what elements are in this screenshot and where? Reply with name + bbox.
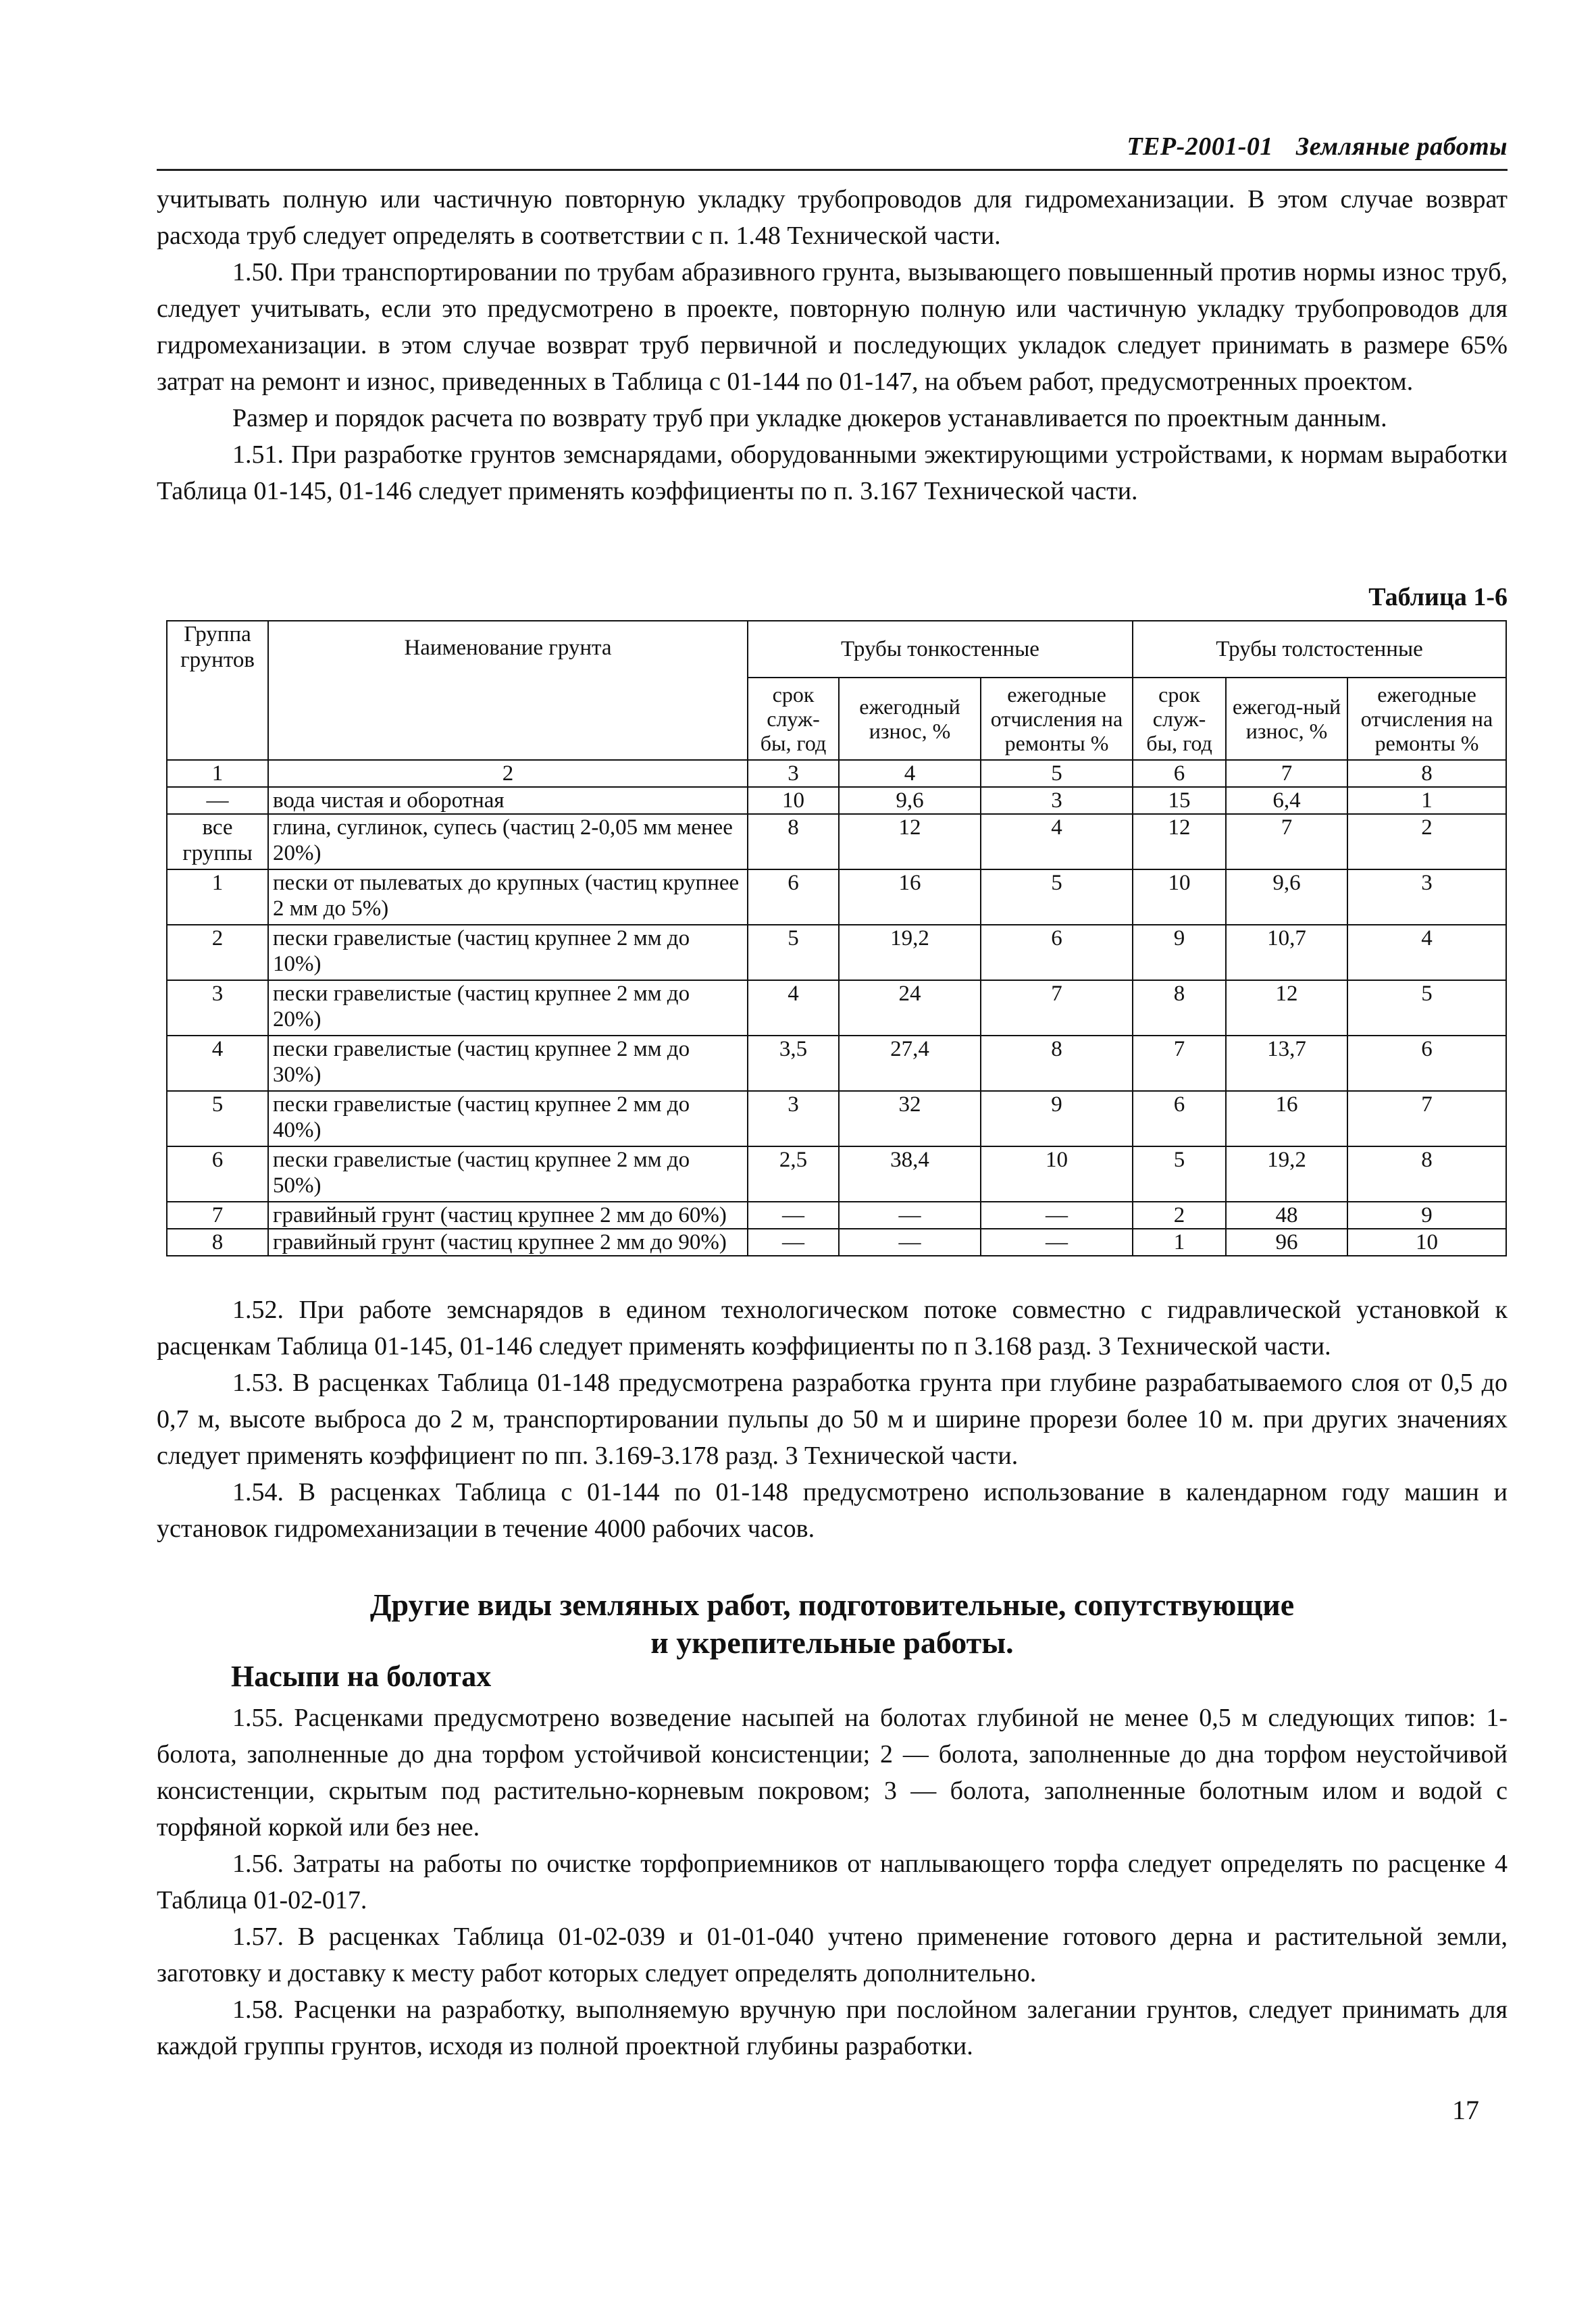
cell-group: 2 — [167, 925, 268, 980]
cell-value: 6 — [748, 869, 839, 925]
paragraph: 1.51. При разработке грунтов земснарядами, оборудованными эжектирующими устройствами, к нормам выработки Таблица 01-145, 01-146 следует применять коэффициенты по п. 3.167 Технической части. — [157, 440, 1508, 505]
cell-value: 9 — [981, 1091, 1133, 1146]
header-code: ТЕР-2001-01 — [1127, 132, 1273, 161]
cell-value: 12 — [1226, 980, 1347, 1036]
cell-group: все группы — [167, 814, 268, 869]
table-title: Таблица 1-6 — [1368, 583, 1508, 611]
table-row — [167, 869, 1506, 925]
section-title-line: Другие виды земляных работ, подготовительные, сопутствующие — [369, 1587, 1295, 1622]
cell-value: 3,5 — [748, 1036, 839, 1091]
cell-value: 9,6 — [1226, 869, 1347, 925]
column-number: 8 — [1347, 760, 1506, 787]
cell-group: 6 — [167, 1146, 268, 1202]
cell-value: 38,4 — [839, 1146, 981, 1202]
text-block-middle — [157, 1292, 1508, 1547]
cell-value: 6 — [1347, 1036, 1506, 1091]
header-group: Группа грунтов — [167, 621, 268, 760]
paragraph: учитывать полную или частичную повторную укладку трубопроводов для гидромеханизации. В этом случае возврат расхода труб следует определять в соответствии с п. 1.48 Технической части. — [157, 185, 1508, 250]
table-row — [167, 814, 1506, 869]
header-thick-repair: ежегодные отчисления на ремонты % — [1347, 678, 1506, 760]
paragraph: Размер и порядок расчета по возврату труб при укладке дюкеров устанавливается по проектным данным. — [232, 404, 1387, 432]
header-thin-repair: ежегодные отчисления на ремонты % — [981, 678, 1133, 760]
cell-group: 1 — [167, 869, 268, 925]
table-row — [167, 1146, 1506, 1202]
cell-value: 96 — [1226, 1229, 1347, 1256]
column-number: 5 — [981, 760, 1133, 787]
cell-soil-name: гравийный грунт (частиц крупнее 2 мм до 60%) — [268, 1202, 748, 1229]
paragraph: 1.57. В расценках Таблица 01-02-039 и 01-01-040 учтено применение готового дерна и растительной земли, заготовку и доставку к месту работ которых следует определять дополнительно. — [157, 1923, 1508, 1987]
paragraph: 1.55. Расценками предусмотрено возведение насыпей на болотах глубиной не менее 0,5 м следующих типов: 1- болота, заполненные до дна торфом устойчивой консистенции; 2 — болота, заполненные до дна торфом неустойчивой консистенции, скрытым под растительно-корневым покровом; 3 — болота, заполненные болотным илом и водой с торфяной коркой или без нее. — [157, 1704, 1508, 1841]
cell-value: 6 — [1133, 1091, 1226, 1146]
running-header — [157, 132, 1508, 161]
column-number: 6 — [1133, 760, 1226, 787]
cell-value: 4 — [748, 980, 839, 1036]
cell-value: 27,4 — [839, 1036, 981, 1091]
cell-value: 24 — [839, 980, 981, 1036]
cell-value: 5 — [981, 869, 1133, 925]
cell-value: 10 — [1133, 869, 1226, 925]
cell-group: 5 — [167, 1091, 268, 1146]
cell-value: 5 — [748, 925, 839, 980]
header-rule — [157, 169, 1508, 171]
subsection-title: Насыпи на болотах — [231, 1660, 492, 1693]
cell-value: 2 — [1347, 814, 1506, 869]
cell-value: 10,7 — [1226, 925, 1347, 980]
cell-value: 1 — [1133, 1229, 1226, 1256]
cell-value: 9,6 — [839, 787, 981, 814]
cell-soil-name: вода чистая и оборотная — [268, 787, 748, 814]
cell-value: 6 — [981, 925, 1133, 980]
cell-value: — — [839, 1229, 981, 1256]
cell-soil-name: пески гравелистые (частиц крупнее 2 мм до 20%) — [268, 980, 748, 1036]
header-thick-life: срок служ-бы, год — [1133, 678, 1226, 760]
cell-value: 8 — [1347, 1146, 1506, 1202]
text-block-top — [157, 181, 1508, 509]
cell-soil-name: пески гравелистые (частиц крупнее 2 мм до 40%) — [268, 1091, 748, 1146]
cell-value: 3 — [748, 1091, 839, 1146]
cell-value: 7 — [1226, 814, 1347, 869]
cell-value: 32 — [839, 1091, 981, 1146]
cell-value: 16 — [839, 869, 981, 925]
header-thick-wear: ежегод-ный износ, % — [1226, 678, 1347, 760]
table-row — [167, 1091, 1506, 1146]
paragraph: 1.56. Затраты на работы по очистке торфоприемников от наплывающего торфа следует определять по расценке 4 Таблица 01-02-017. — [157, 1850, 1508, 1914]
cell-value: — — [839, 1202, 981, 1229]
column-number: 7 — [1226, 760, 1347, 787]
paragraph: 1.53. В расценках Таблица 01-148 предусмотрена разработка грунта при глубине разрабатываемого слоя от 0,5 до 0,7 м, высоте выброса до 2 м, транспортировании пульпы до 50 м и ширине прорези более 10 м. при других значениях следует применять коэффициент по пп. 3.169-3.178 разд. 3 Технической части. — [157, 1369, 1508, 1470]
pipe-wear-table — [166, 620, 1507, 1256]
section-title — [157, 1586, 1508, 1662]
cell-value: — — [748, 1229, 839, 1256]
table-row — [167, 925, 1506, 980]
header-thin-pipes: Трубы тонкостенные — [748, 621, 1133, 678]
cell-value: 8 — [1133, 980, 1226, 1036]
cell-value: 9 — [1133, 925, 1226, 980]
cell-value: — — [748, 1202, 839, 1229]
cell-soil-name: пески гравелистые (частиц крупнее 2 мм до 10%) — [268, 925, 748, 980]
cell-value: 12 — [839, 814, 981, 869]
table-row — [167, 1229, 1506, 1256]
cell-soil-name: глина, суглинок, супесь (частиц 2-0,05 мм менее 20%) — [268, 814, 748, 869]
cell-value: 5 — [1133, 1146, 1226, 1202]
cell-soil-name: пески от пылеватых до крупных (частиц крупнее 2 мм до 5%) — [268, 869, 748, 925]
cell-value: 19,2 — [1226, 1146, 1347, 1202]
cell-value: 8 — [981, 1036, 1133, 1091]
cell-value: 5 — [1347, 980, 1506, 1036]
table-row — [167, 1202, 1506, 1229]
cell-value: 7 — [981, 980, 1133, 1036]
cell-value: — — [981, 1202, 1133, 1229]
paragraph: 1.50. При транспортировании по трубам абразивного грунта, вызывающего повышенный против нормы износ труб, следует учитывать, если это предусмотрено в проекте, повторную полную или частичную укладку трубопроводов для гидромеханизации. в этом случае возврат труб первичной и последующих укладок следует принимать в размере 65% затрат на ремонт и износ, приведенных в Таблица с 01-144 по 01-147, на объем работ, предусмотренных проектом. — [157, 258, 1508, 396]
table-row — [167, 787, 1506, 814]
header-section: Земляные работы — [1295, 132, 1508, 161]
header-name: Наименование грунта — [268, 621, 748, 760]
paragraph: 1.52. При работе земснарядов в едином технологическом потоке совместно с гидравлической установкой к расценкам Таблица 01-145, 01-146 следует применять коэффициенты по п 3.168 разд. 3 Технической части. — [157, 1296, 1508, 1361]
cell-value: 15 — [1133, 787, 1226, 814]
cell-value: 7 — [1347, 1091, 1506, 1146]
cell-value: 10 — [748, 787, 839, 814]
cell-group: — — [167, 787, 268, 814]
header-thin-wear: ежегодный износ, % — [839, 678, 981, 760]
cell-value: 2 — [1133, 1202, 1226, 1229]
cell-value: 7 — [1133, 1036, 1226, 1091]
table-row — [167, 980, 1506, 1036]
cell-value: — — [981, 1229, 1133, 1256]
cell-value: 3 — [1347, 869, 1506, 925]
section-title-line: и укрепительные работы. — [650, 1625, 1014, 1660]
cell-value: 4 — [981, 814, 1133, 869]
cell-value: 10 — [1347, 1229, 1506, 1256]
cell-value: 19,2 — [839, 925, 981, 980]
cell-value: 13,7 — [1226, 1036, 1347, 1091]
cell-soil-name: пески гравелистые (частиц крупнее 2 мм до 50%) — [268, 1146, 748, 1202]
paragraph: 1.58. Расценки на разработку, выполняемую вручную при послойном залегании грунтов, следует принимать для каждой группы грунтов, исходя из полной проектной глубины разработки. — [157, 1996, 1508, 2060]
cell-value: 1 — [1347, 787, 1506, 814]
cell-group: 7 — [167, 1202, 268, 1229]
cell-value: 16 — [1226, 1091, 1347, 1146]
cell-value: 6,4 — [1226, 787, 1347, 814]
cell-value: 48 — [1226, 1202, 1347, 1229]
text-block-bottom — [157, 1700, 1508, 2064]
cell-soil-name: пески гравелистые (частиц крупнее 2 мм до 30%) — [268, 1036, 748, 1091]
paragraph: 1.54. В расценках Таблица с 01-144 по 01-148 предусмотрено использование в календарном году машин и установок гидромеханизации в течение 4000 рабочих часов. — [157, 1478, 1508, 1543]
cell-value: 2,5 — [748, 1146, 839, 1202]
cell-value: 3 — [981, 787, 1133, 814]
column-number: 2 — [268, 760, 748, 787]
cell-group: 3 — [167, 980, 268, 1036]
column-number: 1 — [167, 760, 268, 787]
header-thick-pipes: Трубы толстостенные — [1133, 621, 1506, 678]
cell-group: 4 — [167, 1036, 268, 1091]
table-row — [167, 1036, 1506, 1091]
page-number: 17 — [1452, 2095, 1479, 2125]
header-thin-life: срок служ-бы, год — [748, 678, 839, 760]
cell-value: 10 — [981, 1146, 1133, 1202]
cell-value: 12 — [1133, 814, 1226, 869]
cell-value: 4 — [1347, 925, 1506, 980]
cell-value: 9 — [1347, 1202, 1506, 1229]
cell-group: 8 — [167, 1229, 268, 1256]
column-number: 3 — [748, 760, 839, 787]
column-number: 4 — [839, 760, 981, 787]
cell-value: 8 — [748, 814, 839, 869]
cell-soil-name: гравийный грунт (частиц крупнее 2 мм до 90%) — [268, 1229, 748, 1256]
